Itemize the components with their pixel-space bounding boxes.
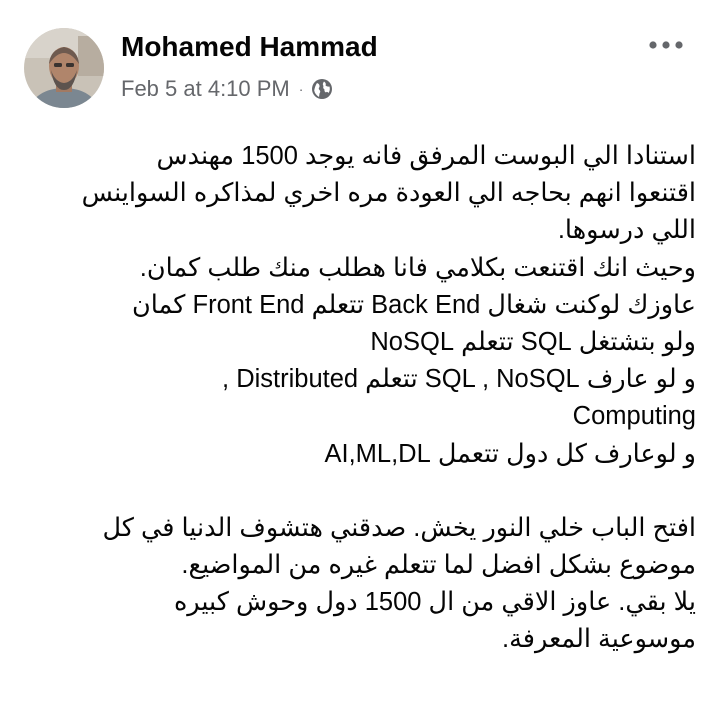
post-body-line: يلا بقي. عاوز الاقي من ال 1500 دول وحوش كبيره: [173, 588, 696, 617]
globe-icon[interactable]: [311, 78, 333, 100]
post-body-blank-line: [48, 473, 696, 510]
post-body-line: ولو بتشتغل SQL تتعلم NoSQL: [370, 327, 696, 356]
post-body-line: افتح الباب خلي النور يخش. صدقني هتشوف الدنيا في كل: [102, 513, 696, 542]
post-body-line: وحيث انك اقتنعت بكلامي فانا هطلب منك طلب كمان.: [139, 253, 696, 282]
post-body-line: اقتنعوا انهم بحاجه الي العودة مره اخري لمذاكره السواينس: [81, 179, 696, 208]
author-name[interactable]: Mohamed Hammad: [121, 31, 378, 62]
post-body-line: موضوع بشكل افضل لما تتعلم غيره من المواضيع.: [181, 551, 696, 580]
more-options-button[interactable]: [640, 28, 696, 62]
post-body-line: Computing: [572, 402, 696, 431]
post-body-line: موسوعية المعرفة.: [502, 625, 696, 654]
post-body-line: عاوزك لوكنت شغال Back End تتعلم Front End كمان: [132, 290, 696, 319]
post-timestamp[interactable]: Feb 5 at 4:10 PM: [121, 76, 290, 101]
post-body-line: استنادا الي البوست المرفق فانه يوجد 1500 مهندس: [156, 142, 696, 170]
post-body-line: و لو عارف SQL , NoSQL تتعلم Distributed ,: [222, 365, 696, 394]
avatar[interactable]: [24, 28, 104, 108]
more-options-icon: [640, 28, 696, 62]
post-body: [48, 138, 696, 659]
avatar-image: [24, 28, 104, 108]
post-body-line: و لوعارف كل دول تتعمل AI,ML,DL: [324, 439, 696, 468]
post-body-line: اللي درسوها.: [557, 216, 696, 245]
post-meta: [121, 74, 333, 104]
meta-separator: ·: [298, 81, 304, 97]
